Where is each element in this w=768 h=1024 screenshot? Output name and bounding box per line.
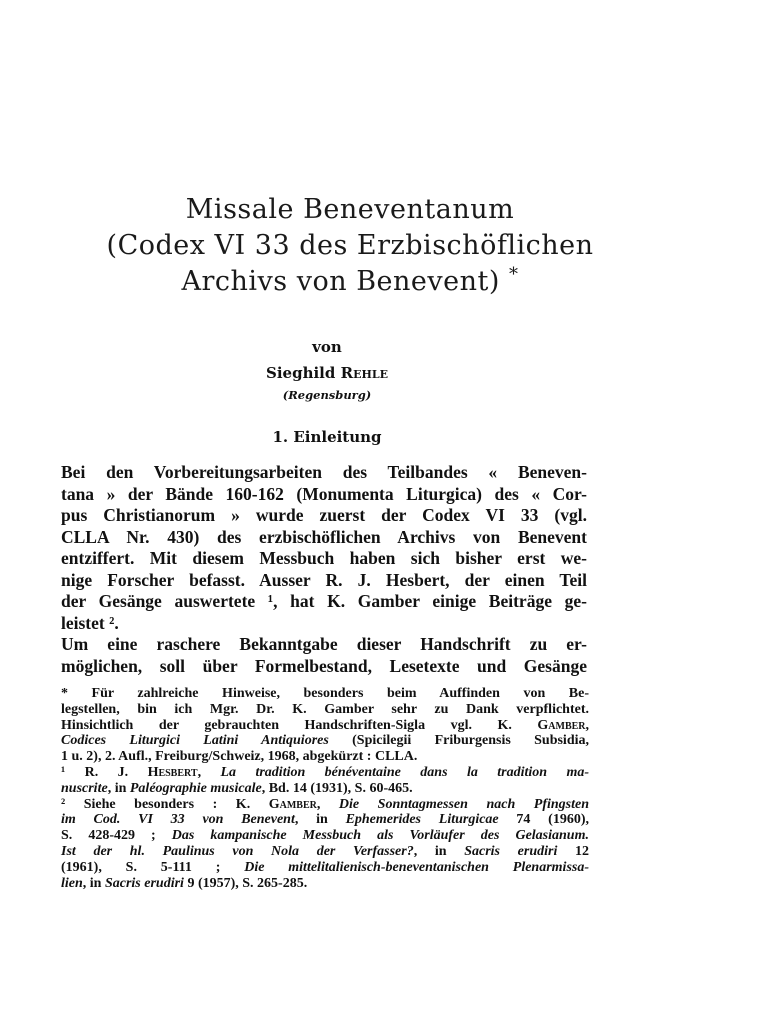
footnote-author: Hesbert bbox=[147, 764, 198, 780]
footnote-text: ¹ R. J. bbox=[61, 764, 129, 780]
footnote-star-line: * Für zahlreiche Hinweise, besonders beim Auffinden von Be- bbox=[61, 686, 589, 701]
footnote-2-line bbox=[61, 876, 589, 892]
footnote-title: Das kampanische Messbuch als Vorläufer des Gelasianum. bbox=[171, 828, 589, 844]
footnote-title: im Cod. VI 33 von Benevent bbox=[61, 812, 295, 828]
footnote-text: (Spicilegii Friburgensis Subsidia, bbox=[328, 733, 589, 749]
footnote-1-line bbox=[61, 781, 589, 797]
footnote-title: nuscrite bbox=[61, 780, 108, 796]
footnote-text: , in bbox=[107, 780, 130, 796]
title-line-3 bbox=[60, 264, 640, 300]
body-line: nige Forscher befasst. Ausser R. J. Hesbert, der einen Teil bbox=[61, 569, 587, 590]
footnote-text: ² Siehe besonders : K. bbox=[61, 796, 251, 812]
footnote-2-line bbox=[61, 828, 589, 844]
footnote-text: 9 (1957), S. 265-285. bbox=[183, 875, 308, 891]
footnote-text: (1961), S. 5-111 ; bbox=[61, 859, 245, 875]
footnote-author: Gamber bbox=[268, 796, 317, 812]
footnote-title: Codices Liturgici Latini Antiquiores bbox=[61, 733, 329, 749]
footnote-journal: Sacris erudiri bbox=[464, 843, 558, 859]
body-line: tana » der Bände 160-162 (Monumenta Liturgica) des « Cor- bbox=[61, 483, 587, 504]
body-line: CLLA Nr. 430) des erzbischöflichen Archivs von Benevent bbox=[61, 526, 587, 547]
footnote-2-line bbox=[61, 812, 589, 828]
section-heading: 1. Einleitung bbox=[272, 428, 382, 446]
footnote-author: Gamber bbox=[537, 717, 586, 733]
footnote-text: , in bbox=[413, 843, 465, 859]
footnote-text: , Bd. 14 (1931), S. 60-465. bbox=[261, 780, 413, 796]
body-line: leistet ². bbox=[61, 612, 119, 633]
footnote-text: , in bbox=[82, 875, 105, 891]
footnote-title: Die mittelitalienisch-beneventanischen Plenarmissa- bbox=[244, 859, 590, 875]
title-line-1: Missale Beneventanum bbox=[185, 194, 515, 225]
byline-von: von bbox=[312, 338, 342, 356]
footnote-title: lien bbox=[61, 875, 83, 891]
footnote-2-line bbox=[61, 860, 589, 876]
footnote-star-line: Hinsichtlich der gebrauchten Handschriften-Sigla vgl. K. Gamber, bbox=[61, 717, 590, 733]
footnote-text: , in bbox=[294, 812, 346, 828]
article-title bbox=[60, 192, 640, 300]
body-line: pus Christianorum » wurde zuerst der Codex VI 33 (vgl. bbox=[61, 505, 587, 525]
footnote-text: 12 bbox=[557, 843, 590, 859]
footnote-text: 74 (1960), bbox=[498, 812, 589, 828]
title-footnote-marker: * bbox=[509, 264, 519, 285]
footnotes bbox=[61, 686, 589, 891]
footnote-star-line bbox=[61, 733, 589, 749]
footnote-text: S. 428-429 ; bbox=[61, 828, 172, 844]
body-line: Bei den Vorbereitungsarbeiten des Teilbandes « Beneven- bbox=[61, 462, 587, 482]
body-line: der Gesänge auswertete ¹, hat K. Gamber einige Beiträge ge- bbox=[61, 591, 587, 611]
footnote-title: Die Sonntagmessen nach Pfingsten bbox=[338, 796, 590, 812]
footnote-text: Hinsichtlich der gebrauchten Handschriften-Sigla vgl. K. bbox=[61, 717, 512, 733]
footnote-1-line: ¹ R. J. Hesbert, La tradition bénéventaine dans la tradition ma- bbox=[61, 764, 590, 780]
author-name bbox=[227, 364, 427, 382]
body-paragraphs bbox=[61, 462, 587, 677]
body-line: möglichen, soll über Formelbestand, Lesetexte und Gesänge bbox=[61, 655, 587, 676]
footnote-title: Ist der hl. Paulinus von Nola der Verfasser? bbox=[61, 843, 414, 859]
author-last-name: Rehle bbox=[340, 364, 388, 382]
footnote-journal: Ephemerides Liturgicae bbox=[345, 812, 499, 828]
title-line-3-text: Archivs von Benevent) bbox=[181, 266, 500, 297]
footnote-2-line: ² Siehe besonders : K. Gamber, Die Sonntagmessen nach Pfingsten bbox=[61, 796, 590, 812]
footnote-star-line: 1 u. 2), 2. Aufl., Freiburg/Schweiz, 1968, abgekürzt : CLLA. bbox=[61, 749, 418, 765]
footnote-journal: Paléographie musicale bbox=[129, 780, 262, 796]
author-first-name: Sieghild bbox=[266, 364, 336, 382]
footnote-2-line bbox=[61, 844, 589, 860]
body-line: entziffert. Mit diesem Messbuch haben sich bisher erst we- bbox=[61, 548, 587, 568]
footnote-journal: Sacris erudiri bbox=[104, 875, 184, 891]
footnote-star-line: legstellen, bin ich Mgr. Dr. K. Gamber sehr zu Dank verpflichtet. bbox=[61, 701, 589, 717]
footnote-title: La tradition bénéventaine dans la tradition ma- bbox=[220, 764, 590, 780]
body-line: Um eine raschere Bekanntgabe dieser Handschrift zu er- bbox=[61, 634, 587, 654]
title-line-2: (Codex VI 33 des Erzbischöflichen bbox=[106, 230, 594, 261]
author-affiliation: (Regensburg) bbox=[282, 388, 372, 402]
